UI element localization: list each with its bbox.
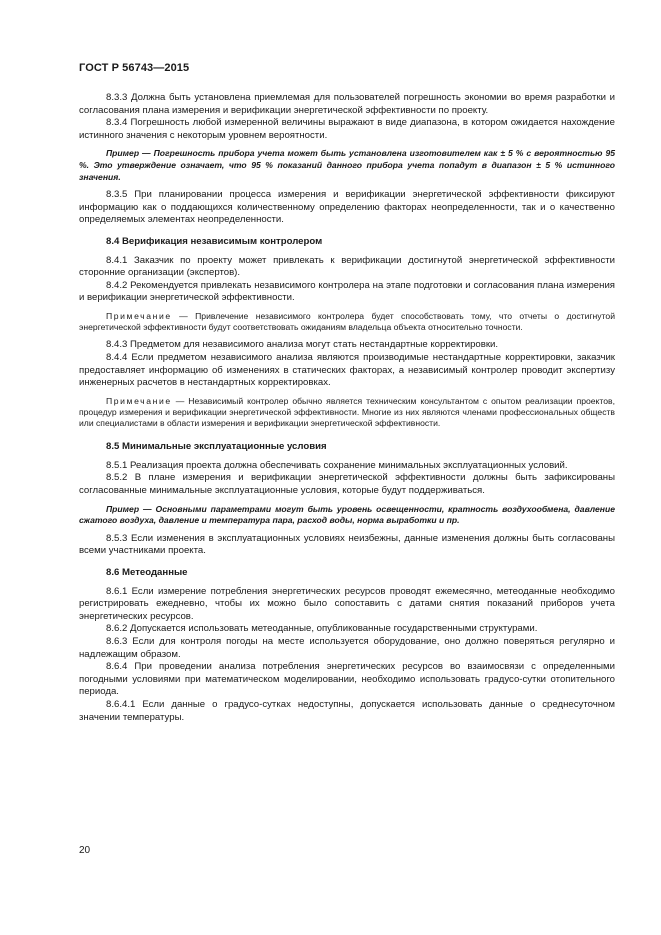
clause-8-6-4: 8.6.4 При проведении анализа потребления энергетических ресурсов во взаимосвязи с определенными погодными условиями при математическом моделировании, необходимо использовать градусо-сутки отопительного периода. <box>79 661 615 698</box>
clause-8-5-1: 8.5.1 Реализация проекта должна обеспечивать сохранение минимальных эксплуатационных условий. <box>106 459 568 471</box>
note-text: — Привлечение независимого контролера будет способствовать тому, что отчеты о достигнутой энергетической эффективности будут соответствовать ожиданиям владельца объекта относительно точности. <box>79 310 615 333</box>
clause-8-6-3: 8.6.3 Если для контроля погоды на месте используется оборудование, оно должно поверяться регулярно и надлежащим образом. <box>79 636 615 660</box>
note-text: — Независимый контролер обычно является техническим консультантом с опытом реализации проектов, процедур измерения и верификации энергетической эффективности. Многие из них являются членами профессиональных обществ или специалистами в области измерения и верификации энергетической эффективности. <box>79 395 615 429</box>
example-text: — Погрешность прибора учета может быть установлена изготовителем как ± 5 % с вероятностью 95 %. Это утверждение означает, что 95 % показаний данного прибора учета попадут в диапазон ± 5 % истинного значения. <box>79 148 615 182</box>
example-label: Пример <box>106 148 140 159</box>
clause-8-3-5: 8.3.5 При планировании процесса измерения и верификации энергетической эффективности фиксируют информацию как о поддающихся количественному определению факторах неопределенности, так и о качественно определяемых элементах неопределенности. <box>79 189 615 226</box>
example-8-3 <box>79 148 615 183</box>
page-number: 20 <box>79 845 91 856</box>
section-heading-8-5: 8.5 Минимальные эксплуатационные условия <box>106 441 327 453</box>
example-label: Пример <box>106 503 140 514</box>
clause-8-5-2: 8.5.2 В плане измерения и верификации энергетической эффективности должны быть зафиксированы согласованные минимальные эксплуатационные условия, которые будут поддерживаться. <box>79 472 615 497</box>
note-label: Примечание <box>106 395 172 406</box>
section-heading-8-6: 8.6 Метеоданные <box>106 567 188 579</box>
clause-8-4-1: 8.4.1 Заказчик по проекту может привлекать к верификации достигнутой энергетической эффективности сторонние организации (экспертов). <box>79 254 615 279</box>
clause-8-3-4: 8.3.4 Погрешность любой измеренной величины выражают в виде диапазона, в котором ожидается нахождение истинного значения с некоторым уровнем вероятности. <box>79 117 615 141</box>
clause-8-6-1: 8.6.1 Если измерение потребления энергетических ресурсов проводят ежемесячно, метеоданные необходимо регистрировать ежедневно, чтобы их можно было сопоставить с датами снятия показаний приборов учета энергетических ресурсов. <box>79 585 615 622</box>
clause-8-6-2: 8.6.2 Допускается использовать метеоданные, опубликованные государственными структурами. <box>106 623 538 635</box>
note-8-4-2 <box>79 311 615 333</box>
clause-8-4-3: 8.4.3 Предметом для независимого анализа могут стать нестандартные корректировки. <box>106 339 499 351</box>
clause-8-3-3: 8.3.3 Должна быть установлена приемлемая для пользователей погрешность экономии во время разработки и согласования плана измерения и верификации энергетической эффективности по проекту. <box>79 92 615 116</box>
document-header: ГОСТ Р 56743—2015 <box>79 62 190 74</box>
example-text: — Основными параметрами могут быть уровень освещенности, кратность воздухообмена, давление сжатого воздуха, давление и температура пара, расход воды, норма выработки и пр. <box>79 503 615 526</box>
note-label: Примечание <box>106 310 172 321</box>
document-body <box>79 92 615 724</box>
clause-8-5-3: 8.5.3 Если изменения в эксплуатационных условиях неизбежны, данные изменения должны быть согласованы всеми участниками проекта. <box>79 532 615 557</box>
section-heading-8-4: 8.4 Верификация независимым контролером <box>106 235 323 247</box>
clause-8-4-4: 8.4.4 Если предметом независимого анализа являются производимые нестандартные корректировки, заказчик предоставляет информацию об изменениях в статических факторах, а независимый контролер проводит экспертизу инженерных расчетов в нестандартных корректировках. <box>79 351 615 389</box>
clause-8-6-4-1: 8.6.4.1 Если данные о градусо-сутках недоступны, допускается использовать данные о среднесуточном значении температуры. <box>79 698 615 723</box>
note-8-4-4 <box>79 396 615 430</box>
clause-8-4-2: 8.4.2 Рекомендуется привлекать независимого контролера на этапе подготовки и согласования плана измерения и верификации энергетической эффективности. <box>79 279 615 304</box>
example-8-5 <box>79 504 615 527</box>
